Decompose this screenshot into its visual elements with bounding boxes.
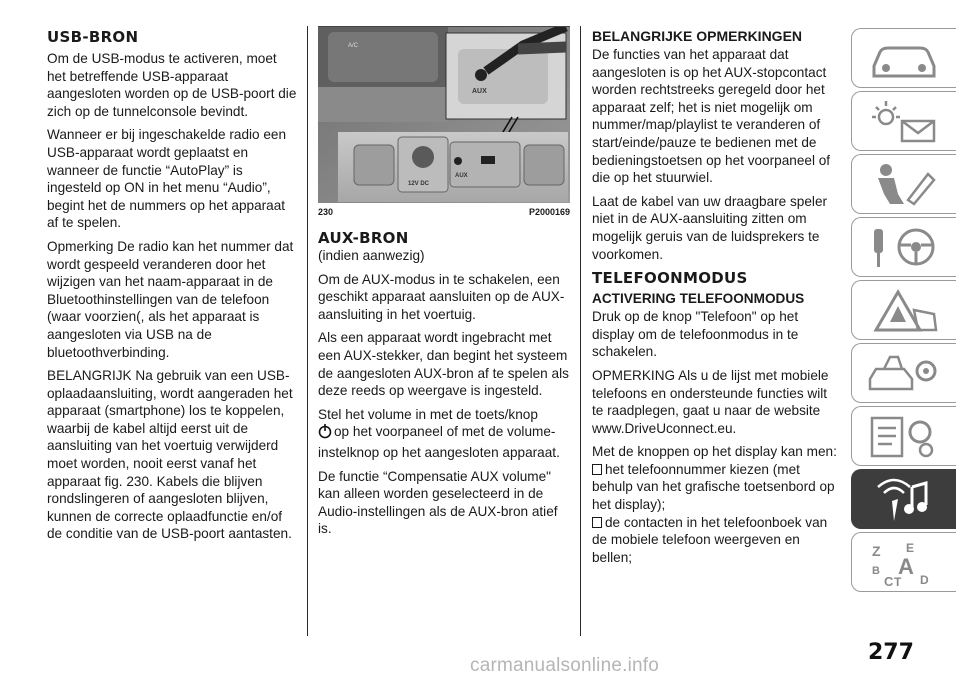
column-divider: [307, 26, 308, 636]
list-item: de contacten in het telefoonboek van de mobiele telefoon weergeven en bellen;: [592, 514, 828, 565]
svg-text:Z: Z: [872, 543, 881, 559]
emergency-triangle-icon: [864, 286, 944, 336]
paragraph: De functie “Compensatie AUX volume" kan alleen worden geselecteerd in de Audio-instellingen als de AUX-bron atief is.: [318, 468, 558, 537]
paragraph: BELANGRIJK Na gebruik van een USB-oplaadaansluiting, wordt aangeraden het apparaat (smartphone) los te koppelen, waarbij de kabel altijd eerst uit de aansluiting van het voertuig verwijderd moet worden, nooit eerst vanaf het apparaat fig. 230. Kabels die blijven rondslingeren of aangesloten blijven, kunnen de correcte oplaadfunctie en/of de conditie van de USB-poort aantasten.: [47, 368, 293, 542]
aux-label-inset: AUX: [472, 88, 487, 95]
chapter-tabs: [851, 28, 956, 595]
column-divider: [580, 26, 581, 636]
paragraph-volume: Stel het volume in met de toets/knop op het voorpaneel of met de volume-instelknop op het aangesloten apparaat.: [318, 406, 560, 460]
column-aux-source: [318, 26, 570, 544]
seat-safety-icon: [864, 160, 944, 210]
subheading-if-present: (indien aanwezig): [318, 248, 425, 263]
volume-knob-icon: [318, 423, 332, 444]
figure-number: 230: [318, 207, 334, 217]
figure-usb-aux-ports: [318, 26, 570, 203]
list-item: het telefoonnummer kiezen (met behulp van het grafische toetsenbord op het display);: [592, 461, 835, 513]
bullet-box-icon: [592, 464, 602, 475]
alphabet-index-icon: [864, 538, 944, 588]
tab-maintenance[interactable]: [851, 343, 956, 403]
svg-text:C: C: [884, 574, 894, 588]
svg-text:B: B: [872, 565, 880, 577]
svg-text:A: A: [898, 554, 914, 579]
tab-index[interactable]: [851, 532, 956, 592]
paragraph: Om de USB-modus te activeren, moet het betreffende USB-apparaat aangesloten worden op de USB-poort die zich op de tunnelconsole bevindt.: [47, 51, 297, 119]
heading-important-notes: BELANGRIJKE OPMERKINGEN: [592, 28, 803, 44]
multimedia-icon: [864, 475, 944, 525]
paragraph: Om de AUX-modus in te schakelen, een geschikt apparaat aansluiten op de AUX-aansluiting in het voertuig.: [318, 271, 565, 322]
car-icon: [864, 34, 944, 84]
column-usb-source: [47, 28, 299, 549]
column-notes-phone: [592, 28, 842, 566]
tab-starting-driving[interactable]: [851, 217, 956, 277]
svg-text:D: D: [920, 573, 929, 587]
car-maintenance-icon: [864, 349, 944, 399]
warning-lights-icon: [864, 97, 944, 147]
tab-technical-specs[interactable]: [851, 406, 956, 466]
watermark: carmanualsonline.info: [470, 655, 660, 676]
bullet-box-icon: [592, 517, 602, 528]
paragraph: Opmerking De radio kan het nummer dat wordt gespeeld veranderen door het wijzigen van het naam-apparaat in de Bluetoothinstellingen van de telefoon (waar voorzien(, als het apparaat is aangesloten via USB na de bluetoothverbinding.: [47, 238, 294, 360]
paragraph: Druk op de knop "Telefoon" op het display om de telefoonmodus in te schakelen.: [592, 309, 799, 360]
paragraph: Als een apparaat wordt ingebracht met een AUX-stekker, dan begint het systeem de aangesloten AUX-bron af te spelen als deze reeds op weergave is ingesteld.: [318, 330, 569, 399]
tab-vehicle[interactable]: [851, 28, 956, 88]
aux-label-console: AUX: [455, 173, 468, 179]
figure-caption: [318, 207, 570, 217]
page-number: 277: [868, 640, 914, 665]
key-steering-icon: [864, 223, 944, 273]
paragraph: De functies van het apparaat dat aangesloten is op het AUX-stopcontact worden rechtstreeks geregeld door het apparaat zelf; het is niet mogelijk om nummer/map/playlist te veranderen of start/einde/pauze te bedienen met de bedieningstoetsen op het voorpaneel of die op het stuurwiel.: [592, 47, 831, 186]
tab-emergency[interactable]: [851, 280, 956, 340]
dc-label: 12V DC: [408, 181, 430, 187]
specifications-icon: [864, 412, 944, 462]
heading-aux-source: AUX-BRON: [318, 229, 409, 247]
paragraph: Met de knoppen op het display kan men:: [592, 444, 837, 460]
figure-code: P2000169: [528, 207, 570, 217]
heading-phone-activation: ACTIVERING TELEFOONMODUS: [592, 291, 805, 307]
heading-phone-mode: TELEFOONMODUS: [592, 269, 748, 288]
tab-safety[interactable]: [851, 154, 956, 214]
console-photo-illustration: [318, 27, 570, 203]
svg-text:E: E: [906, 541, 915, 555]
paragraph: Wanneer er bij ingeschakelde radio een USB-apparaat wordt geplaatst en wanneer de functie “AutoPlay” is ingesteld op ON in het menu “Audio”, begint het de nummers op het apparaat af te spelen.: [47, 127, 287, 231]
ac-label: A/C: [348, 43, 359, 49]
heading-usb-source: USB-BRON: [47, 28, 139, 46]
tab-multimedia[interactable]: [851, 469, 956, 529]
paragraph: Laat de kabel van uw draagbare speler niet in de AUX-aansluiting zitten om mogelijk geruis van de luidsprekers te voorkomen.: [592, 193, 828, 262]
svg-text:T: T: [894, 575, 902, 588]
tab-dashboard[interactable]: [851, 91, 956, 151]
paragraph: OPMERKING Als u de lijst met mobiele telefoons en ondersteunde functies wilt te raadplegen, gaat u naar de website www.DriveUconnect.eu.: [592, 367, 829, 436]
